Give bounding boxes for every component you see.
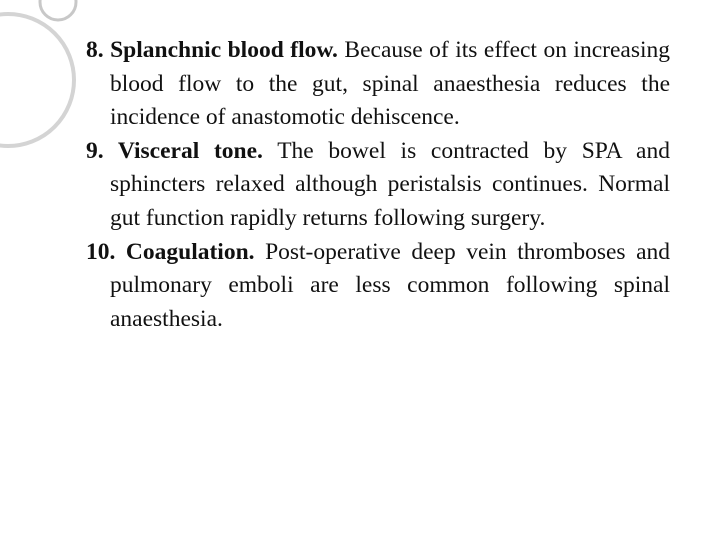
decorative-circles bbox=[0, 0, 90, 200]
slide-body bbox=[86, 34, 670, 336]
item-body: Post-operative deep vein thromboses and pulmonary emboli are less common following spinal anaesthesia. bbox=[110, 238, 671, 332]
item-heading: 10. Coagulation. bbox=[86, 238, 255, 265]
item-body: Because of its effect on increasing blood flow to the gut, spinal anaesthesia reduces the incidence of anastomotic dehiscence. bbox=[110, 37, 670, 131]
deco-ring-small bbox=[40, 0, 76, 20]
list-item-splanchnic-blood-flow bbox=[86, 34, 670, 135]
deco-ring-large bbox=[0, 14, 74, 146]
list-item-visceral-tone bbox=[86, 135, 670, 236]
item-heading: 8. Splanchnic blood flow. bbox=[86, 37, 338, 63]
item-heading: 9. Visceral tone. bbox=[86, 137, 263, 164]
list-item-coagulation bbox=[86, 236, 670, 337]
item-body: The bowel is contracted by SPA and sphincters relaxed although peristalsis continues. Normal gut function rapidly returns following surgery. bbox=[110, 137, 670, 231]
